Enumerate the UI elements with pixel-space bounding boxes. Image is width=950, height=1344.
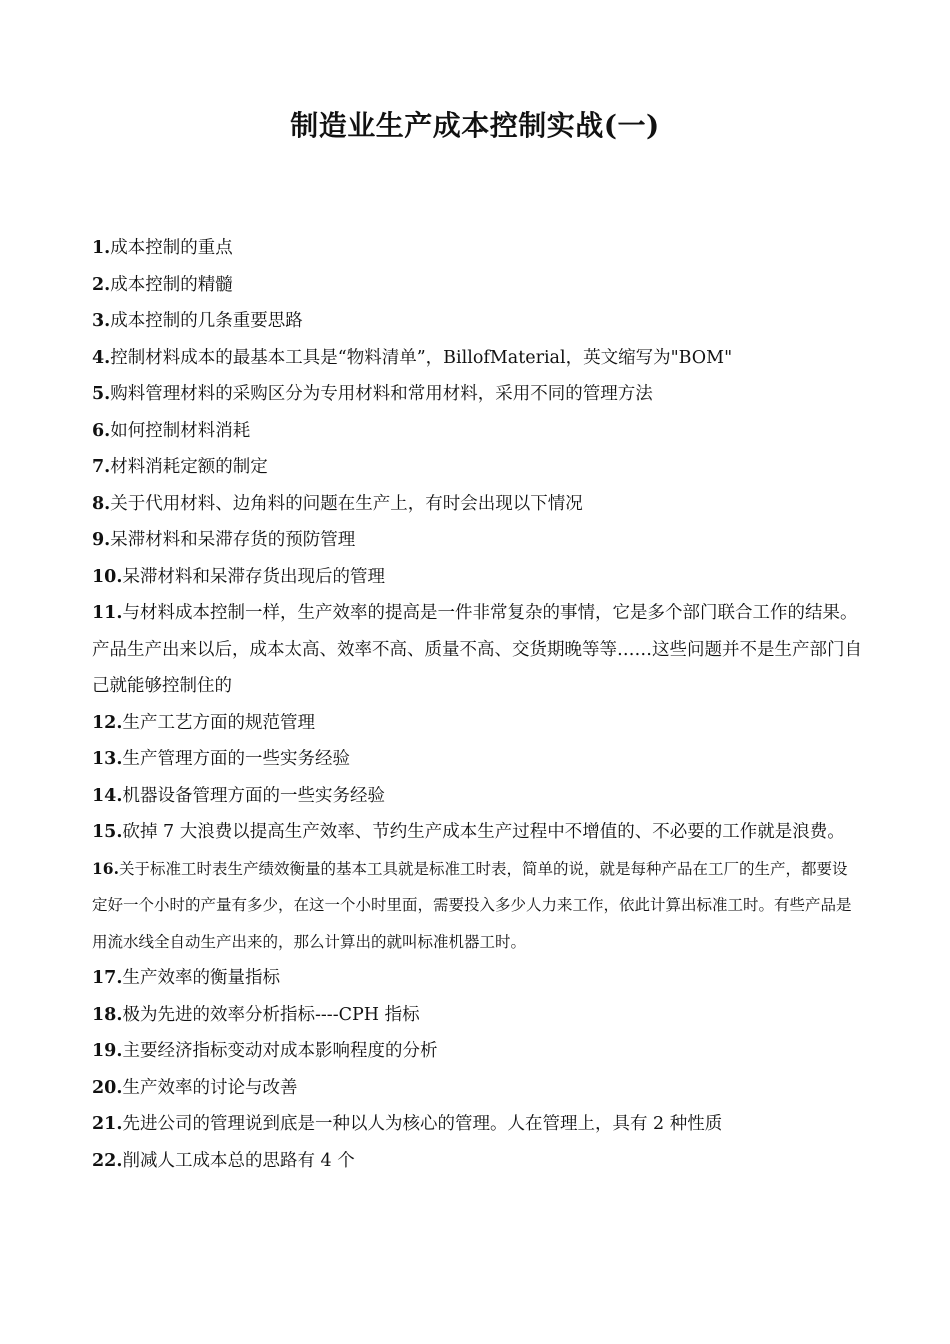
item-text: 成本控制的精髓	[110, 274, 233, 295]
item-number: 1.	[92, 238, 111, 258]
item-number: 11.	[92, 603, 123, 623]
item-number: 22.	[92, 1150, 123, 1171]
item-number: 2.	[92, 274, 111, 295]
list-item	[92, 741, 862, 778]
item-text: 成本控制的重点	[110, 238, 233, 258]
item-number: 8.	[92, 493, 111, 514]
item-text: 生产效率的讨论与改善	[122, 1077, 298, 1098]
list-item	[92, 997, 862, 1034]
list-item	[92, 449, 862, 486]
item-number: 18.	[92, 1004, 123, 1025]
list-item	[92, 522, 862, 559]
list-item	[92, 814, 862, 851]
item-text: 关于代用材料、边角料的问题在生产上，有时会出现以下情况	[110, 493, 583, 514]
item-text: 购料管理材料的采购区分为专用材料和常用材料，采用不同的管理方法	[110, 384, 653, 404]
document-title: 制造业生产成本控制实战(一)	[290, 109, 660, 142]
list-item	[92, 1033, 862, 1070]
item-text: 生产效率的衡量指标	[122, 968, 280, 988]
item-number: 13.	[92, 749, 123, 769]
item-text: 极为先进的效率分析指标----CPH 指标	[122, 1004, 420, 1025]
list-item	[92, 778, 862, 815]
item-text: 生产管理方面的一些实务经验	[122, 749, 350, 769]
item-text: 生产工艺方面的规范管理	[122, 712, 315, 733]
item-number: 10.	[92, 566, 123, 587]
item-text: 砍掉 7 大浪费以提高生产效率、节约生产成本生产过程中不增值的、不必要的工作就是浪费。	[122, 822, 845, 842]
item-text: 材料消耗定额的制定	[110, 457, 268, 477]
item-number: 5.	[92, 384, 111, 404]
item-number: 15.	[92, 822, 123, 842]
item-number: 21.	[92, 1114, 123, 1134]
list-item	[92, 303, 862, 340]
list-item	[92, 1106, 862, 1143]
list-item	[92, 413, 862, 450]
item-number: 14.	[92, 785, 123, 806]
item-text: 控制材料成本的最基本工具是“物料清单”，BillofMaterial，英文缩写为"BOM"	[110, 347, 733, 368]
item-text: 如何控制材料消耗	[110, 420, 251, 441]
item-number: 9.	[92, 530, 111, 550]
list-item	[92, 340, 862, 377]
list-item	[92, 267, 862, 304]
list-item	[92, 486, 862, 523]
item-number: 12.	[92, 712, 123, 733]
list-item	[92, 595, 862, 705]
item-number: 20.	[92, 1077, 123, 1098]
item-text: 呆滞材料和呆滞存货出现后的管理	[122, 566, 385, 587]
item-number: 17.	[92, 968, 123, 988]
item-number: 16.	[92, 858, 119, 878]
list-item	[92, 960, 862, 997]
list-item	[92, 559, 862, 596]
list-item	[92, 1070, 862, 1107]
item-list	[92, 230, 862, 1179]
item-text: 主要经济指标变动对成本影响程度的分析	[122, 1041, 438, 1061]
list-item	[92, 705, 862, 742]
item-text: 机器设备管理方面的一些实务经验	[122, 785, 385, 806]
item-text: 削减人工成本总的思路有 4 个	[122, 1150, 355, 1171]
list-item	[92, 230, 862, 267]
list-item	[92, 376, 862, 413]
item-number: 4.	[92, 347, 111, 368]
item-text: 成本控制的几条重要思路	[110, 311, 303, 331]
list-item	[92, 1143, 862, 1180]
item-text: 呆滞材料和呆滞存货的预防管理	[110, 530, 356, 550]
item-text: 先进公司的管理说到底是一种以人为核心的管理。人在管理上，具有 2 种性质	[122, 1114, 723, 1134]
item-number: 3.	[92, 311, 111, 331]
item-number: 19.	[92, 1041, 123, 1061]
list-item	[92, 851, 862, 961]
item-text: 关于标准工时表生产绩效衡量的基本工具就是标准工时表，简单的说，就是每种产品在工厂的生产，都要设定好一个小时的产量有多少，在这一个小时里面，需要投入多少人力来工作，依此计算出标准工时。有些产品是用流水线全自动生产出来的，那么计算出的就叫标准机器工时。	[92, 859, 852, 951]
item-number: 7.	[92, 457, 111, 477]
item-text: 与材料成本控制一样，生产效率的提高是一件非常复杂的事情，它是多个部门联合工作的结果。产品生产出来以后，成本太高、效率不高、质量不高、交货期晚等等……这些问题并不是生产部门自己就能够控制住的	[92, 603, 862, 696]
item-number: 6.	[92, 420, 111, 441]
